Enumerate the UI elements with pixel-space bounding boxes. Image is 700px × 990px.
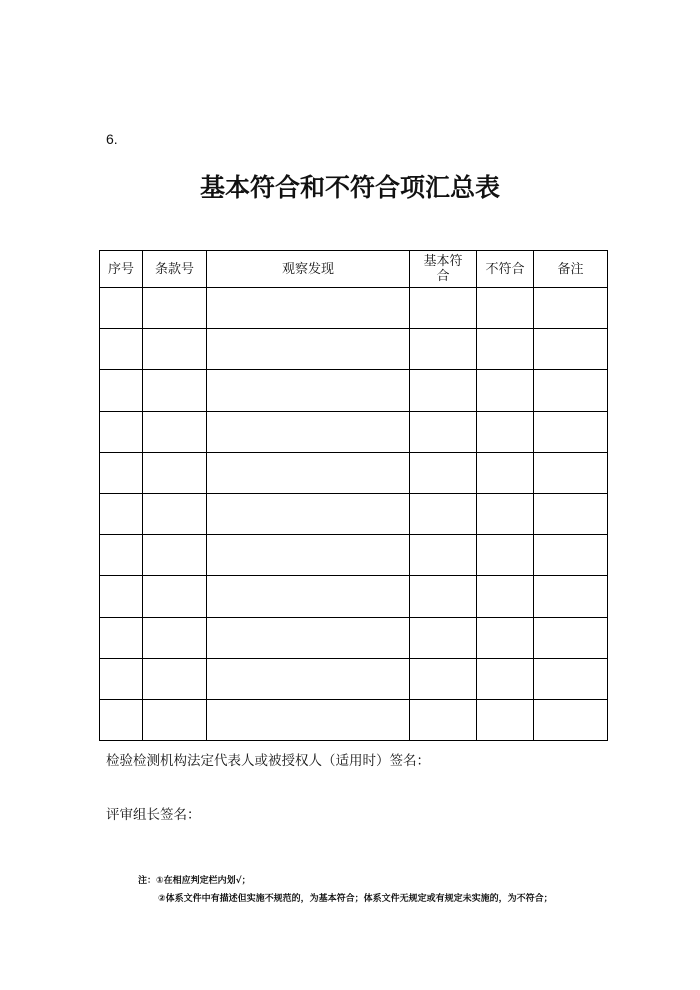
basically-conforming-cell[interactable] bbox=[410, 329, 477, 370]
remarks-cell[interactable] bbox=[534, 411, 608, 452]
header-serial-number: 序号 bbox=[100, 251, 143, 288]
remarks-cell[interactable] bbox=[534, 329, 608, 370]
nonconforming-cell[interactable] bbox=[477, 617, 534, 658]
clause-number-cell[interactable] bbox=[143, 493, 207, 534]
summary-table bbox=[99, 250, 608, 741]
header-basically-conforming-label: 基本符合 bbox=[423, 254, 463, 284]
basically-conforming-cell[interactable] bbox=[410, 411, 477, 452]
remarks-cell[interactable] bbox=[534, 576, 608, 617]
observation-cell[interactable] bbox=[207, 452, 410, 493]
serial-number-cell[interactable] bbox=[100, 658, 143, 699]
header-nonconforming: 不符合 bbox=[477, 251, 534, 288]
clause-number-cell[interactable] bbox=[143, 658, 207, 699]
basically-conforming-cell[interactable] bbox=[410, 699, 477, 740]
remarks-cell[interactable] bbox=[534, 535, 608, 576]
serial-number-cell[interactable] bbox=[100, 411, 143, 452]
table-row bbox=[100, 411, 608, 452]
table-row bbox=[100, 493, 608, 534]
page-title: 基本符合和不符合项汇总表 bbox=[199, 173, 500, 202]
nonconforming-cell[interactable] bbox=[477, 370, 534, 411]
clause-number-cell[interactable] bbox=[143, 699, 207, 740]
serial-number-cell[interactable] bbox=[100, 288, 143, 329]
nonconforming-cell[interactable] bbox=[477, 576, 534, 617]
nonconforming-cell[interactable] bbox=[477, 699, 534, 740]
nonconforming-cell[interactable] bbox=[477, 452, 534, 493]
clause-number-cell[interactable] bbox=[143, 411, 207, 452]
basically-conforming-cell[interactable] bbox=[410, 288, 477, 329]
basically-conforming-cell[interactable] bbox=[410, 576, 477, 617]
clause-number-cell[interactable] bbox=[143, 288, 207, 329]
nonconforming-cell[interactable] bbox=[477, 493, 534, 534]
note-line-2: ②体系文件中有描述但实施不规范的，为基本符合；体系文件无规定或有规定未实施的，为不符合； bbox=[158, 894, 553, 904]
header-clause-number: 条款号 bbox=[143, 251, 207, 288]
note-line-1: 注：①在相应判定栏内划√； bbox=[138, 876, 251, 886]
remarks-cell[interactable] bbox=[534, 699, 608, 740]
team-leader-signature-label: 评审组长签名： bbox=[106, 807, 201, 823]
remarks-cell[interactable] bbox=[534, 493, 608, 534]
clause-number-cell[interactable] bbox=[143, 452, 207, 493]
header-observation: 观察发现 bbox=[207, 251, 410, 288]
observation-cell[interactable] bbox=[207, 329, 410, 370]
basically-conforming-cell[interactable] bbox=[410, 658, 477, 699]
serial-number-cell[interactable] bbox=[100, 699, 143, 740]
observation-cell[interactable] bbox=[207, 288, 410, 329]
clause-number-cell[interactable] bbox=[143, 576, 207, 617]
clause-number-cell[interactable] bbox=[143, 329, 207, 370]
table-body bbox=[100, 288, 608, 741]
nonconforming-cell[interactable] bbox=[477, 411, 534, 452]
serial-number-cell[interactable] bbox=[100, 493, 143, 534]
table-header-row bbox=[100, 251, 608, 288]
representative-signature-label: 检验检测机构法定代表人或被授权人（适用时）签名： bbox=[106, 753, 430, 769]
clause-number-cell[interactable] bbox=[143, 370, 207, 411]
serial-number-cell[interactable] bbox=[100, 535, 143, 576]
basically-conforming-cell[interactable] bbox=[410, 452, 477, 493]
observation-cell[interactable] bbox=[207, 493, 410, 534]
clause-number-cell[interactable] bbox=[143, 535, 207, 576]
basically-conforming-cell[interactable] bbox=[410, 617, 477, 658]
serial-number-cell[interactable] bbox=[100, 329, 143, 370]
nonconforming-cell[interactable] bbox=[477, 535, 534, 576]
basically-conforming-cell[interactable] bbox=[410, 370, 477, 411]
basically-conforming-cell[interactable] bbox=[410, 493, 477, 534]
remarks-cell[interactable] bbox=[534, 288, 608, 329]
remarks-cell[interactable] bbox=[534, 452, 608, 493]
nonconforming-cell[interactable] bbox=[477, 658, 534, 699]
observation-cell[interactable] bbox=[207, 576, 410, 617]
table-row bbox=[100, 576, 608, 617]
serial-number-cell[interactable] bbox=[100, 576, 143, 617]
table-row bbox=[100, 288, 608, 329]
table-row bbox=[100, 329, 608, 370]
observation-cell[interactable] bbox=[207, 617, 410, 658]
nonconforming-cell[interactable] bbox=[477, 288, 534, 329]
header-remarks: 备注 bbox=[534, 251, 608, 288]
nonconforming-cell[interactable] bbox=[477, 329, 534, 370]
serial-number-cell[interactable] bbox=[100, 370, 143, 411]
observation-cell[interactable] bbox=[207, 535, 410, 576]
table-row bbox=[100, 452, 608, 493]
basically-conforming-cell[interactable] bbox=[410, 535, 477, 576]
table-row bbox=[100, 658, 608, 699]
remarks-cell[interactable] bbox=[534, 617, 608, 658]
section-number: 6. bbox=[106, 131, 118, 147]
observation-cell[interactable] bbox=[207, 658, 410, 699]
observation-cell[interactable] bbox=[207, 411, 410, 452]
serial-number-cell[interactable] bbox=[100, 452, 143, 493]
table-row bbox=[100, 535, 608, 576]
remarks-cell[interactable] bbox=[534, 370, 608, 411]
header-basically-conforming bbox=[410, 251, 477, 288]
remarks-cell[interactable] bbox=[534, 658, 608, 699]
serial-number-cell[interactable] bbox=[100, 617, 143, 658]
observation-cell[interactable] bbox=[207, 370, 410, 411]
table-row bbox=[100, 699, 608, 740]
table-row bbox=[100, 370, 608, 411]
table-row bbox=[100, 617, 608, 658]
observation-cell[interactable] bbox=[207, 699, 410, 740]
clause-number-cell[interactable] bbox=[143, 617, 207, 658]
